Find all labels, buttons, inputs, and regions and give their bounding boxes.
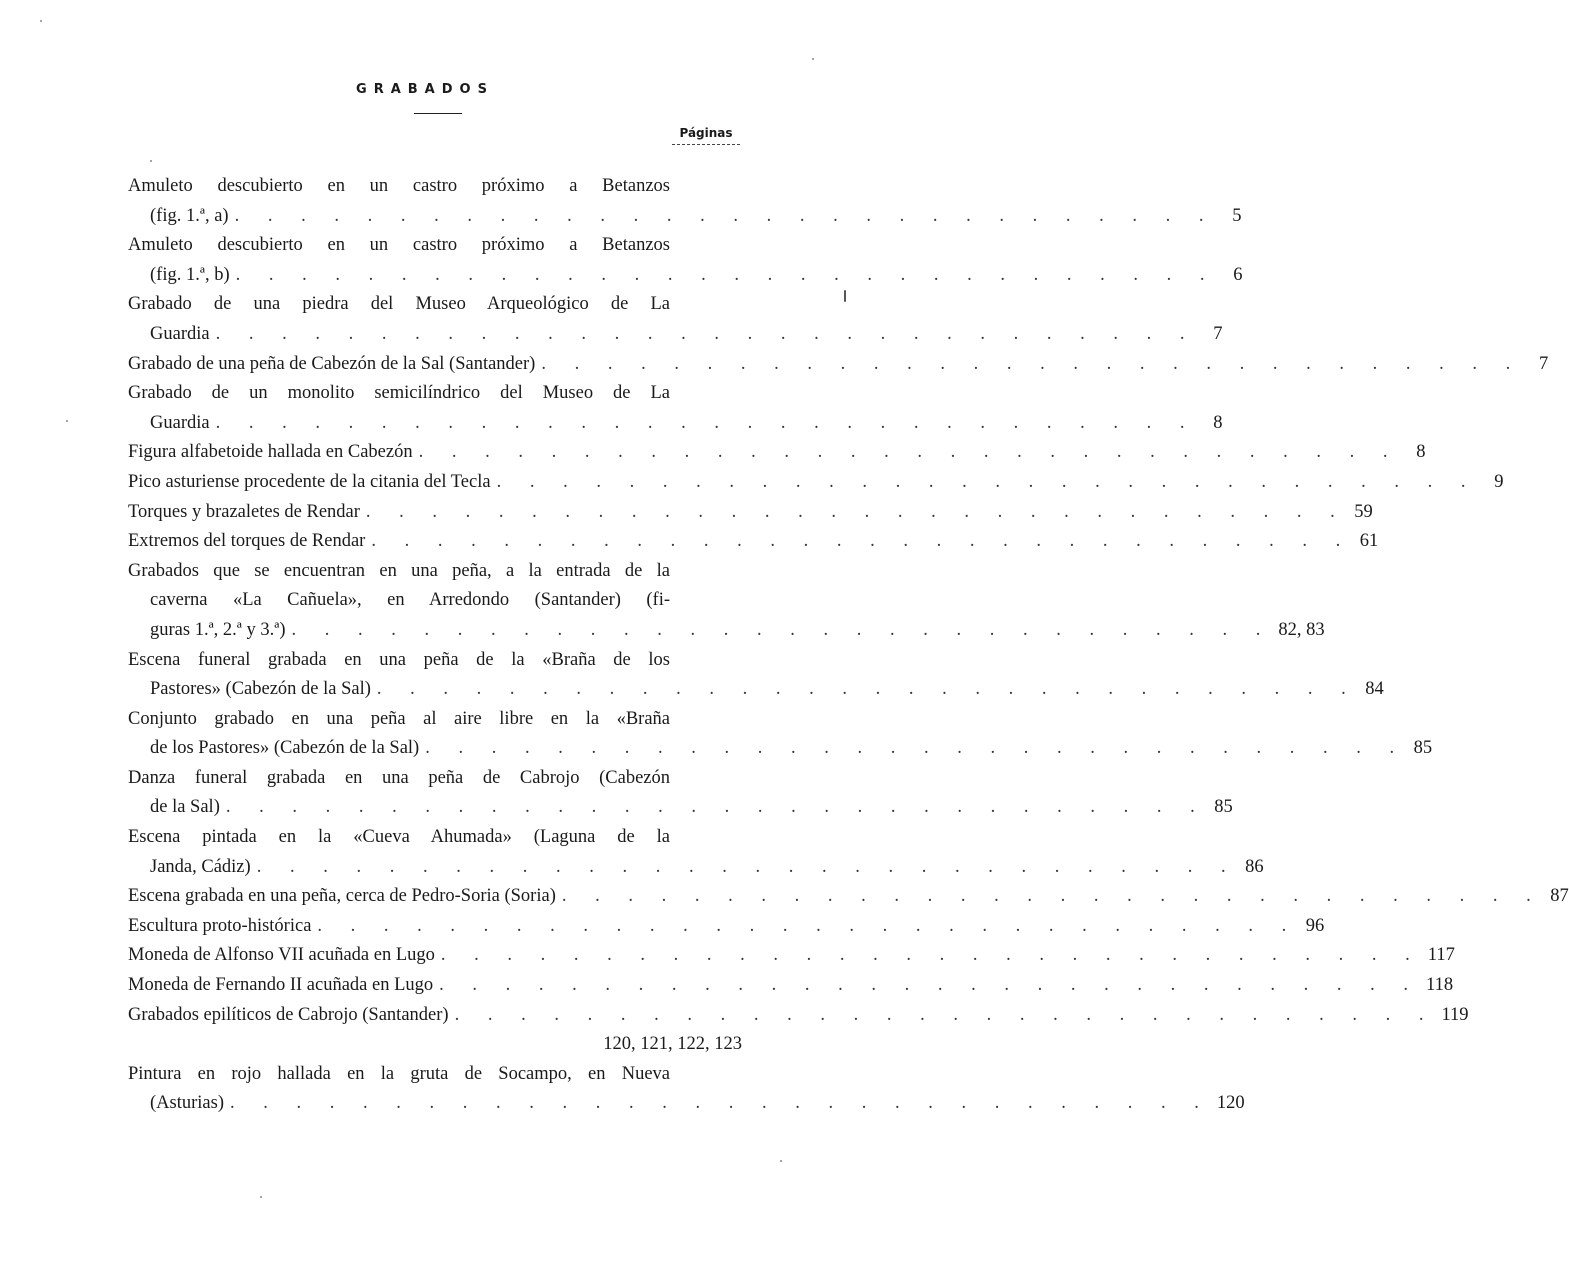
index-entry xyxy=(128,1001,1469,1060)
entry-title-line: Danza funeral grabada en una peña de Cabrojo (Cabezón xyxy=(128,767,670,788)
paper-speck xyxy=(40,20,42,22)
entry-title-line: Grabado de una peña de Cabezón de la Sal (Santander) xyxy=(128,353,536,374)
entry-title-line: Amuleto descubierto en un castro próximo a Betanzos xyxy=(128,176,670,196)
index-entry xyxy=(128,231,1243,290)
index-entry xyxy=(128,290,1223,349)
entry-title-line: Janda, Cádiz) xyxy=(150,856,251,877)
index-entry xyxy=(128,912,1325,942)
leader-dots: . . . . . . . . . . . . . . . . . . . . . . . . . . . . . . xyxy=(215,323,1197,344)
page-number: 117 xyxy=(1427,945,1455,966)
index-entry xyxy=(128,882,1569,912)
entry-title-line: Grabado de un monolito semicilíndrico del Museo de La xyxy=(128,383,670,404)
index-entry xyxy=(128,379,1223,438)
leader-dots: . . . . . . . . . . . . . . . . . . . . . . . . . . . . . . xyxy=(541,353,1523,374)
paper-speck xyxy=(66,420,68,422)
entry-title-line: Escultura proto-histórica xyxy=(128,915,312,936)
entry-title-line: Guardia xyxy=(150,323,210,344)
paper-speck xyxy=(260,1196,262,1198)
page-number: 96 xyxy=(1305,915,1325,936)
entry-title-line: Pastores» (Cabezón de la Sal) xyxy=(150,679,371,700)
entry-title-line: caverna «La Cañuela», en Arredondo (Santander) (fi- xyxy=(150,590,670,611)
leader-dots: . . . . . . . . . . . . . . . . . . . . . . . . . . . . . . xyxy=(215,412,1197,433)
entry-title-line: Grabados epilíticos de Cabrojo (Santander) xyxy=(128,1004,449,1025)
leader-dots: . . . . . . . . . . . . . . . . . . . . . . . . . . . . . . xyxy=(496,471,1478,492)
entry-title-line: Escena funeral grabada en una peña de la «Braña de los xyxy=(128,649,670,670)
additional-page-numbers: 120, 121, 122, 123 xyxy=(603,1034,742,1055)
leader-dots: . . . . . . . . . . . . . . . . . . . . . . . . . . . . . . xyxy=(317,915,1299,936)
entry-title-line: Guardia xyxy=(150,412,210,433)
leader-dots: . . . . . . . . . . . . . . . . . . . . . . . . . . . . . . xyxy=(235,264,1217,285)
paper-speck xyxy=(844,290,846,302)
page-number: 85 xyxy=(1413,738,1433,759)
leader-dots: . . . . . . . . . . . . . . . . . . . . . . . . . . . . . . xyxy=(256,856,1238,877)
entry-title-line: Grabados que se encuentran en una peña, a la entrada de la xyxy=(128,560,670,581)
index-entry xyxy=(128,438,1426,468)
page-title: GRABADOS xyxy=(356,82,494,97)
page-number: 84 xyxy=(1365,679,1384,700)
index-entry xyxy=(128,172,1242,231)
leader-dots: . . . . . . . . . . . . . . . . . . . . . . . . . . . . . . xyxy=(234,205,1216,226)
page-number: 119 xyxy=(1441,1004,1469,1025)
leader-dots: . . . . . . . . . . . . . . . . . . . . . . . . . . . . . . xyxy=(440,945,1422,966)
index-entry xyxy=(128,941,1455,971)
entry-title-line: Conjunto grabado en una peña al aire libre en la «Braña xyxy=(128,708,670,729)
leader-dots: . . . . . . . . . . . . . . . . . . . . . . . . . . . . . . xyxy=(454,1004,1436,1025)
leader-dots: . . . . . . . . . . . . . . . . . . . . . . . . . . . . . . xyxy=(371,531,1353,552)
index-entry xyxy=(128,823,1264,882)
entry-title-line: (Asturias) xyxy=(150,1093,224,1114)
entry-title-line: (fig. 1.ª, b) xyxy=(150,264,230,285)
entry-title-line: de la Sal) xyxy=(150,797,220,818)
page-number: 120 xyxy=(1216,1093,1245,1114)
entry-title-line: Pintura en rojo hallada en la gruta de Socampo, en Nueva xyxy=(128,1063,670,1084)
entry-title-line: Figura alfabetoide hallada en Cabezón xyxy=(128,442,413,463)
index-entry xyxy=(128,468,1504,498)
entry-title-line: Amuleto descubierto en un castro próximo a Betanzos xyxy=(128,235,670,256)
page-number: 118 xyxy=(1426,975,1454,996)
page-number: 87 xyxy=(1550,886,1569,907)
entry-title-line: Moneda de Fernando II acuñada en Lugo xyxy=(128,975,434,996)
entry-title-line: Pico asturiense procedente de la citania del Tecla xyxy=(128,471,491,492)
page-number: 7 xyxy=(1538,353,1549,374)
page-number: 8 xyxy=(1213,412,1223,433)
index-entry xyxy=(128,646,1384,705)
entry-title-line: de los Pastores» (Cabezón de la Sal) xyxy=(150,738,420,759)
index-entry xyxy=(128,764,1233,823)
entry-title-line: guras 1.ª, 2.ª y 3.ª) xyxy=(150,619,286,640)
leader-dots: . . . . . . . . . . . . . . . . . . . . . . . . . . . . . . xyxy=(229,1093,1211,1114)
entry-title-line: Escena grabada en una peña, cerca de Pedro-Soria (Soria) xyxy=(128,886,556,907)
index-entry xyxy=(128,557,1325,646)
leader-dots: . . . . . . . . . . . . . . . . . . . . . . . . . . . . . . xyxy=(225,797,1207,818)
paper-speck xyxy=(812,58,814,60)
page-number: 59 xyxy=(1354,501,1373,522)
page-number: 82, 83 xyxy=(1278,619,1325,640)
column-heading-paginas: Páginas xyxy=(672,126,740,145)
page-number: 9 xyxy=(1494,471,1504,492)
index-entry xyxy=(128,971,1454,1001)
leader-dots: . . . . . . . . . . . . . . . . . . . . . . . . . . . . . . xyxy=(365,501,1347,522)
paper-speck xyxy=(150,160,152,162)
leader-dots: . . . . . . . . . . . . . . . . . . . . . . . . . . . . . . xyxy=(418,442,1400,463)
page-number: 61 xyxy=(1359,531,1379,552)
page-number: 6 xyxy=(1233,264,1243,285)
leader-dots: . . . . . . . . . . . . . . . . . . . . . . . . . . . . . . xyxy=(561,886,1543,907)
index-entry xyxy=(128,350,1549,380)
index-entry xyxy=(128,1060,1245,1119)
paper-speck xyxy=(780,1160,782,1162)
page-number: 8 xyxy=(1416,442,1426,463)
page-number: 86 xyxy=(1245,856,1264,877)
index-entry xyxy=(128,705,1433,764)
leader-dots: . . . . . . . . . . . . . . . . . . . . . . . . . . . . . . xyxy=(376,679,1358,700)
entry-title-line: Grabado de una piedra del Museo Arqueológico de La xyxy=(128,294,670,315)
index-entry xyxy=(128,527,1379,557)
entry-title-line: Escena pintada en la «Cueva Ahumada» (Laguna de la xyxy=(128,827,670,848)
index-entry xyxy=(128,498,1373,528)
page-number: 7 xyxy=(1213,323,1223,344)
index-list xyxy=(128,172,1569,1119)
page-number: 85 xyxy=(1214,797,1233,818)
leader-dots: . . . . . . . . . . . . . . . . . . . . . . . . . . . . . . xyxy=(439,975,1421,996)
entry-title-line: Moneda de Alfonso VII acuñada en Lugo xyxy=(128,945,435,966)
entry-title-line: Extremos del torques de Rendar xyxy=(128,531,366,552)
title-rule xyxy=(414,113,462,114)
page-number: 5 xyxy=(1232,205,1242,226)
entry-title-line: (fig. 1.ª, a) xyxy=(150,205,229,226)
entry-title-line: Torques y brazaletes de Rendar xyxy=(128,501,360,522)
leader-dots: . . . . . . . . . . . . . . . . . . . . . . . . . . . . . . xyxy=(425,738,1407,759)
leader-dots: . . . . . . . . . . . . . . . . . . . . . . . . . . . . . . xyxy=(291,619,1273,640)
